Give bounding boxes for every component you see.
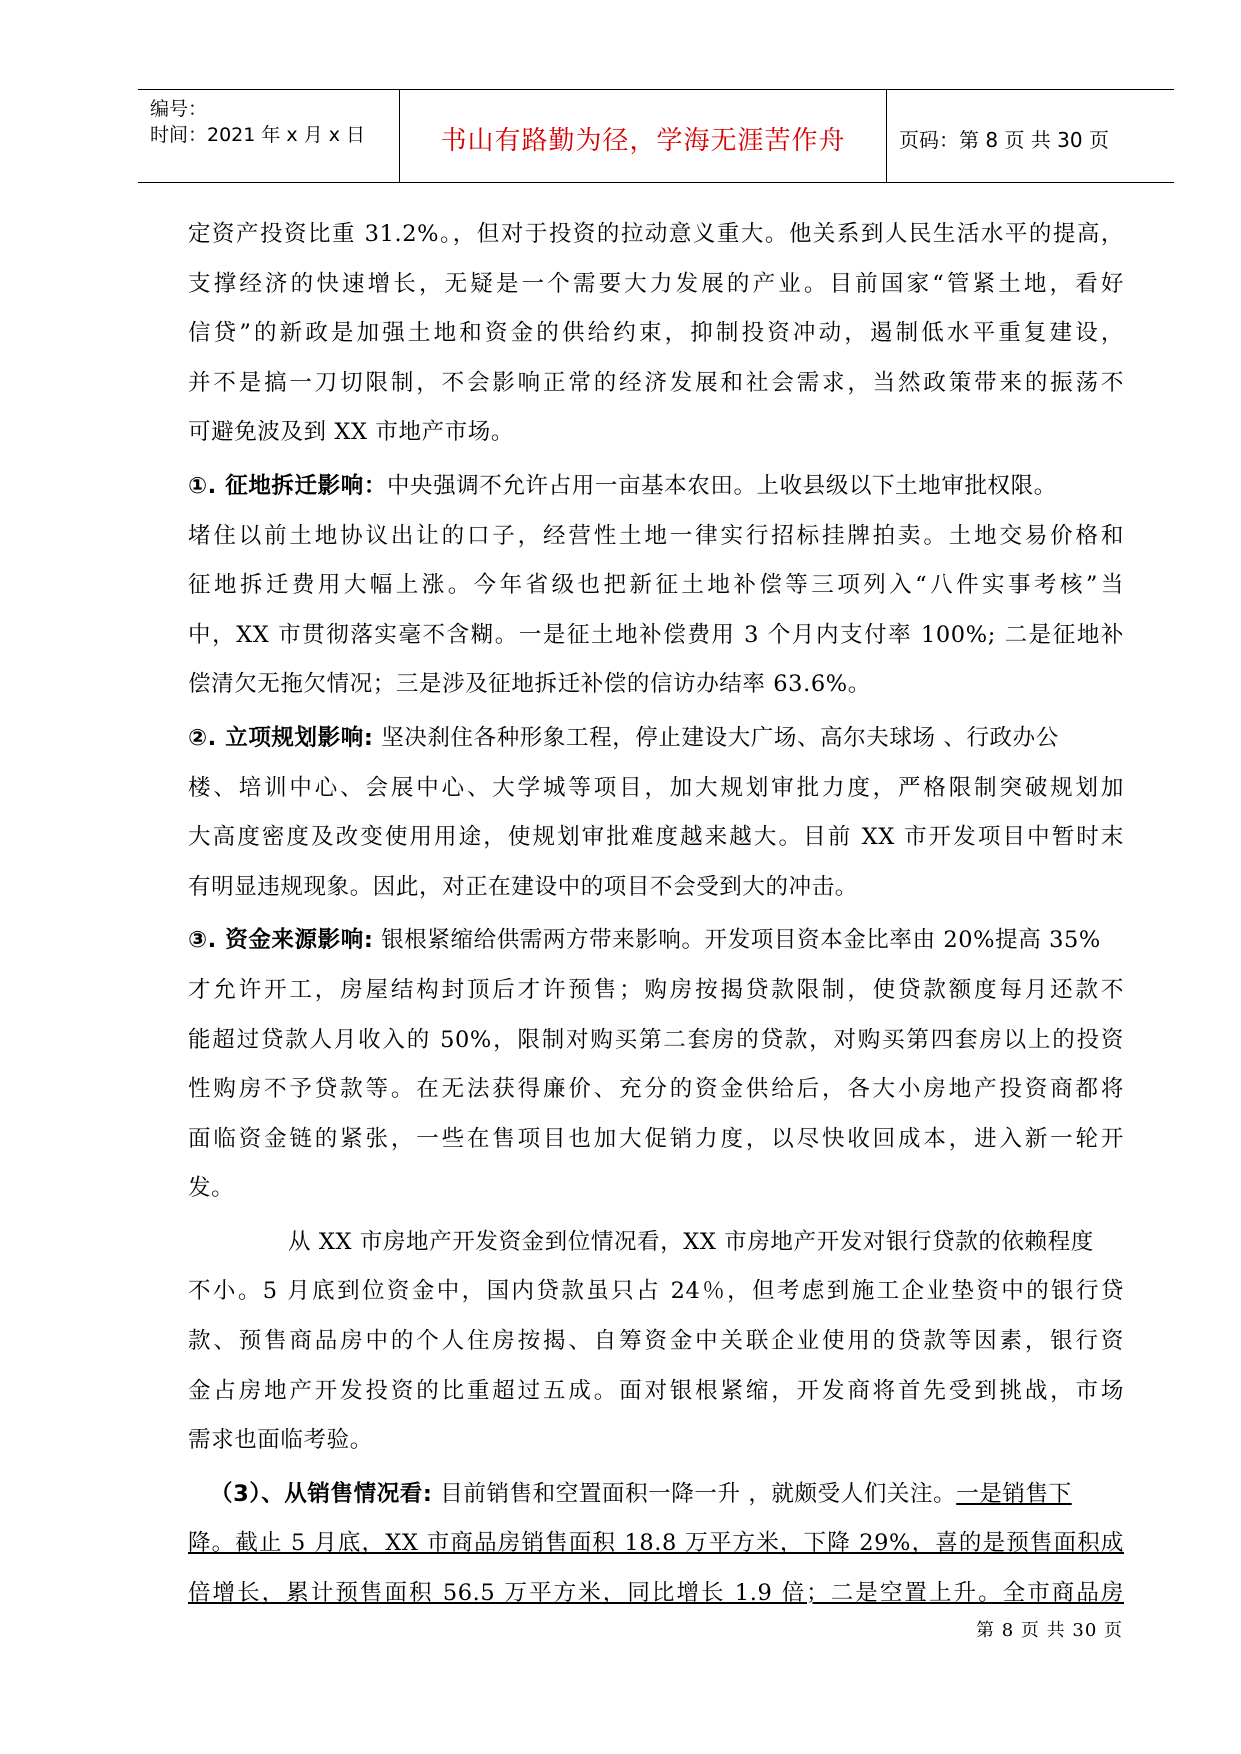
paragraph-line: 大高度密度及改变使用用途，使规划审批难度越来越大。目前 XX 市开发项目中暂时末 xyxy=(188,824,1124,851)
header-page-number: 页码：第 8 页 共 30 页 xyxy=(899,128,1109,152)
section-line xyxy=(188,462,1124,512)
section-line xyxy=(188,714,1124,764)
document-header xyxy=(138,89,1174,183)
paragraph-line: 楼、培训中心、会展中心、大学城等项目，加大规划审批力度，严格限制突破规划加 xyxy=(188,774,1124,801)
document-time-label: 时间：2021 年 x 月 x 日 xyxy=(150,124,366,146)
section-heading-funding: ③. 资金来源影响: xyxy=(188,927,374,954)
paragraph-line: 需求也面临考验。 xyxy=(188,1427,373,1454)
paragraph-line: 不小。5 月底到位资金中，国内贷款虽只占 24％，但考虑到施工企业垫资中的银行贷 xyxy=(188,1278,1124,1305)
footer-page-number: 第 8 页 共 30 页 xyxy=(976,1620,1123,1641)
header-page-cell xyxy=(887,90,1174,182)
section-heading-land: ①. 征地拆迁影响： xyxy=(188,472,387,499)
header-meta-cell xyxy=(138,90,400,182)
section-heading-sales: （3）、从销售情况看: xyxy=(210,1480,433,1507)
section-text: 银根紧缩给供需两方带来影响。开发项目资本金比率由 20%提高 35% xyxy=(373,927,1101,954)
document-number-label: 编号： xyxy=(150,98,208,120)
underlined-line: 降。截止 5 月底，XX 市商品房销售面积 18.8 万平方米，下降 29%，喜的是预售面积成 xyxy=(188,1530,1124,1557)
underlined-line: 倍增长，累计预售面积 56.5 万平方米，同比增长 1.9 倍；二是空置上升。全市商品房 xyxy=(188,1580,1124,1607)
header-motto: 书山有路勤为径，学海无涯苦作舟 xyxy=(440,126,846,156)
paragraph-line: 中，XX 市贯彻落实毫不含糊。一是征土地补偿费用 3 个月内支付率 100%; 二是征地补 xyxy=(188,621,1124,648)
paragraph-line: 征地拆迁费用大幅上涨。今年省级也把新征土地补偿等三项列入“八件实事考核”当 xyxy=(188,572,1124,599)
paragraph-line: 信贷”的新政是加强土地和资金的供给约束，抑制投资冲动，遏制低水平重复建设， xyxy=(188,320,1124,347)
underlined-text: 一是销售下 xyxy=(956,1480,1072,1507)
paragraph-line: 堵住以前土地协议出让的口子，经营性土地一律实行招标挂牌拍卖。土地交易价格和 xyxy=(188,522,1124,549)
paragraph-line: 有明显违规现象。因此，对正在建设中的项目不会受到大的冲击。 xyxy=(188,873,858,900)
paragraph-line: 支撑经济的快速增长，无疑是一个需要大力发展的产业。目前国家“管紧土地，看好 xyxy=(188,270,1124,297)
paragraph-line: 定资产投资比重 31.2%。，但对于投资的拉动意义重大。他关系到人民生活水平的提高， xyxy=(188,221,1124,247)
paragraph-line: 可避免波及到 XX 市地产市场。 xyxy=(188,419,514,446)
section-line xyxy=(188,916,1124,966)
paragraph-line: 面临资金链的紧张，一些在售项目也加大促销力度，以尽快收回成本，进入新一轮开 xyxy=(188,1125,1124,1152)
header-motto-cell xyxy=(400,90,887,182)
section-line xyxy=(188,1470,1124,1520)
document-body xyxy=(188,210,1124,1619)
paragraph-line: 从 XX 市房地产开发资金到位情况看，XX 市房地产开发对银行贷款的依赖程度 xyxy=(288,1228,1094,1255)
paragraph-line: 能超过贷款人月收入的 50%，限制对购买第二套房的贷款，对购买第四套房以上的投资 xyxy=(188,1026,1124,1053)
paragraph-line: 偿清欠无拖欠情况；三是涉及征地拆迁补偿的信访办结率 63.6%。 xyxy=(188,671,871,698)
section-heading-planning: ②. 立项规划影响: xyxy=(188,724,374,751)
section-text: 目前销售和空置面积一降一升 ，就颇受人们关注。 xyxy=(432,1480,957,1507)
section-text: 中央强调不允许占用一亩基本农田。上收县级以下土地审批权限。 xyxy=(386,472,1057,499)
paragraph-line: 发。 xyxy=(188,1175,235,1202)
paragraph-line: 款、预售商品房中的个人住房按揭、自筹资金中关联企业使用的贷款等因素，银行资 xyxy=(188,1328,1124,1355)
paragraph-line: 才允许开工，房屋结构封顶后才许预售；购房按揭贷款限制，使贷款额度每月还款不 xyxy=(188,976,1124,1003)
section-text: 坚决刹住各种形象工程，停止建设大广场、高尔夫球场 、行政办公 xyxy=(373,724,1059,751)
paragraph-line: 性购房不予贷款等。在无法获得廉价、充分的资金供给后，各大小房地产投资商都将 xyxy=(188,1076,1124,1103)
paragraph-line: 并不是搞一刀切限制，不会影响正常的经济发展和社会需求，当然政策带来的振荡不 xyxy=(188,369,1124,396)
paragraph-line: 金占房地产开发投资的比重超过五成。面对银根紧缩，开发商将首先受到挑战，市场 xyxy=(188,1377,1124,1404)
